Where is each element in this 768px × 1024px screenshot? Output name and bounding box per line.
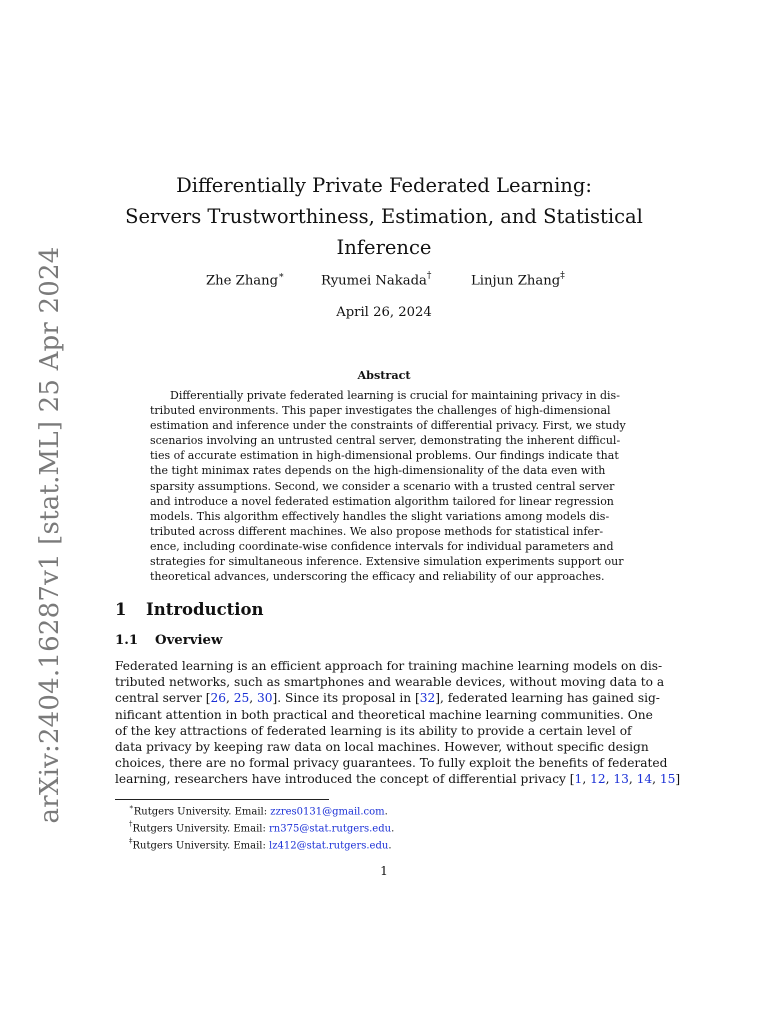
section-number: 1 xyxy=(115,600,127,619)
page-number: 1 xyxy=(380,864,388,878)
subsection-number: 1.1 xyxy=(115,633,139,648)
citation-link[interactable]: 12 xyxy=(590,772,606,787)
title-line: Inference xyxy=(336,236,432,259)
email-link[interactable]: lz412@stat.rutgers.edu xyxy=(269,840,389,852)
introduction-paragraph xyxy=(115,658,681,788)
abstract-line: tributed environments. This paper investigates the challenges of high-dimensional xyxy=(150,404,611,418)
footnote-divider xyxy=(115,799,329,800)
body-line: nificant attention in both practical and theoretical machine learning communities. One xyxy=(115,707,653,722)
paper-date: April 26, 2024 xyxy=(336,305,432,320)
footnote-item: ‡Rutgers University. Email: lz412@stat.rutgers.edu. xyxy=(129,837,392,852)
abstract-line: strategies for simultaneous inference. Extensive simulation experiments support our xyxy=(150,555,624,569)
abstract-body xyxy=(150,388,626,584)
body-line: data privacy by keeping raw data on local machines. However, without specific design xyxy=(115,740,649,755)
abstract-line: and introduce a novel federated estimation algorithm tailored for linear regression xyxy=(150,494,614,508)
citation-link[interactable]: 32 xyxy=(419,691,436,706)
abstract-line: estimation and inference under the constraints of differential privacy. First, we study xyxy=(150,419,626,433)
author-footnote-mark: ‡ xyxy=(560,271,565,281)
author-footnote-mark: ∗ xyxy=(278,271,285,281)
citation-link[interactable]: 13 xyxy=(613,772,629,787)
subsection-heading-overview xyxy=(115,633,222,648)
footnote-item: ∗Rutgers University. Email: zzres0131@gmail.com. xyxy=(129,803,388,818)
citation-link[interactable]: 1 xyxy=(574,772,583,787)
citation-link[interactable]: 26 xyxy=(210,691,227,706)
abstract-line: scenarios involving an untrusted central server, demonstrating the inherent difficul- xyxy=(150,434,621,448)
abstract-heading: Abstract xyxy=(357,368,411,382)
abstract-line: ence, including coordinate-wise confidence intervals for individual parameters and xyxy=(150,539,614,553)
body-line: of the key attractions of federated learning is its ability to provide a certain level of xyxy=(115,723,632,738)
citation-link[interactable]: 25 xyxy=(233,691,250,706)
section-title: Introduction xyxy=(146,600,264,619)
citation-link[interactable]: 15 xyxy=(659,772,676,787)
citation-link[interactable]: 30 xyxy=(257,691,273,706)
body-line: tributed networks, such as smartphones and wearable devices, without moving data to a xyxy=(115,675,665,690)
footnote-item: †Rutgers University. Email: rn375@stat.rutgers.edu. xyxy=(129,820,395,835)
abstract-line: the tight minimax rates depends on the high-dimensionality of the data even with xyxy=(150,464,606,478)
author-zhe-zhang: Zhe Zhang∗ xyxy=(206,271,285,289)
abstract-line: tributed across different machines. We also propose methods for statistical infer- xyxy=(150,524,604,538)
arxiv-identifier: arXiv:2404.16287v1 [stat.ML] 25 Apr 2024 xyxy=(35,246,65,824)
body-line: learning, researchers have introduced the concept of differential privacy [1, 12, 13, 14, 15] xyxy=(115,772,681,787)
section-heading-introduction xyxy=(115,600,264,619)
abstract-line: sparsity assumptions. Second, we consider a scenario with a trusted central server xyxy=(150,479,615,493)
citation-link[interactable]: 14 xyxy=(636,772,653,787)
author-ryumei-nakada: Ryumei Nakada† xyxy=(321,271,432,289)
author-footnote-mark: † xyxy=(426,271,432,281)
body-line: choices, there are no formal privacy guarantees. To fully exploit the benefits of federated xyxy=(115,756,668,771)
abstract-line: theoretical advances, underscoring the efficacy and reliability of our approaches. xyxy=(150,570,605,584)
title-line: Servers Trustworthiness, Estimation, and Statistical xyxy=(125,205,643,228)
abstract-line: models. This algorithm effectively handles the slight variations among models dis- xyxy=(150,509,610,523)
abstract-line: Differentially private federated learning is crucial for maintaining privacy in dis- xyxy=(170,389,620,402)
subsection-title: Overview xyxy=(155,633,223,648)
title-line: Differentially Private Federated Learning: xyxy=(176,174,592,197)
footnotes xyxy=(115,802,394,854)
author-linjun-zhang: Linjun Zhang‡ xyxy=(471,271,565,289)
email-link[interactable]: rn375@stat.rutgers.edu xyxy=(269,823,392,835)
body-line: Federated learning is an efficient approach for training machine learning models on dis- xyxy=(115,659,663,673)
email-link[interactable]: zzres0131@gmail.com xyxy=(270,806,385,818)
author-list xyxy=(0,272,768,294)
paper-title xyxy=(120,170,648,263)
body-line: central server [26, 25, 30]. Since its proposal in [32], federated learning has gained sig- xyxy=(115,691,660,706)
abstract-line: ties of accurate estimation in high-dimensional problems. Our findings indicate that xyxy=(150,449,619,463)
